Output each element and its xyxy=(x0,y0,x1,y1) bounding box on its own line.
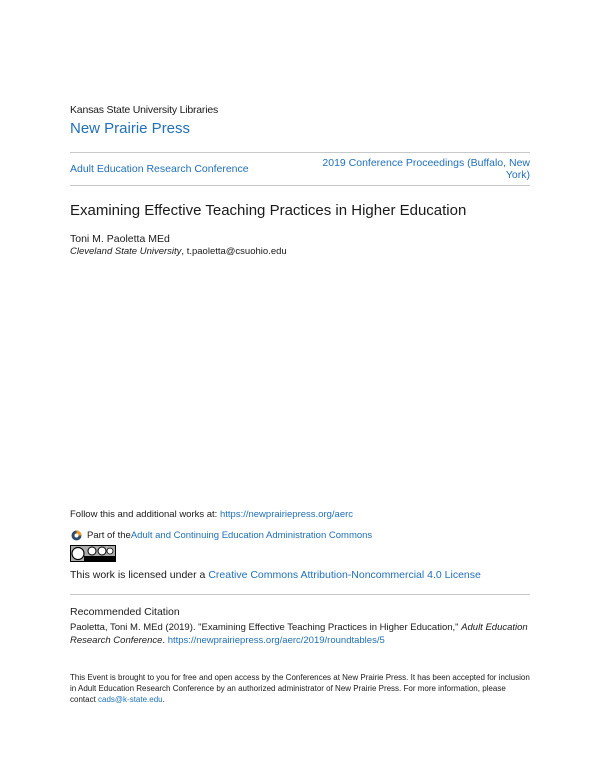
part-of-line xyxy=(70,529,372,542)
divider-citation xyxy=(70,594,530,595)
citation-link[interactable]: https://newprairiepress.org/aerc/2019/roundtables/5 xyxy=(167,634,385,646)
follow-link[interactable]: https://newprairiepress.org/aerc xyxy=(219,509,354,520)
footer-email-link[interactable]: cads@k-state.edu xyxy=(98,695,163,704)
cc-by-nc-badge[interactable] xyxy=(70,545,116,562)
part-of-prefix: Part of the xyxy=(87,530,131,541)
license-line xyxy=(70,569,481,581)
article-title: Examining Effective Teaching Practices in Higher Education xyxy=(70,202,467,219)
institution-name: Kansas State University Libraries xyxy=(70,104,219,116)
citation-text xyxy=(70,622,540,647)
author-affiliation xyxy=(70,246,287,257)
series-link-proceedings[interactable]: 2019 Conference Proceedings (Buffalo, New York) xyxy=(322,157,530,181)
footer-notice xyxy=(70,672,530,705)
author-email: t.paoletta@csuohio.edu xyxy=(186,246,287,257)
follow-prefix: Follow this and additional works at: xyxy=(70,509,220,520)
divider-top xyxy=(70,152,530,153)
citation-heading: Recommended Citation xyxy=(70,606,180,618)
license-link[interactable]: Creative Commons Attribution-Noncommercial 4.0 License xyxy=(208,569,481,581)
affiliation-name: Cleveland State University xyxy=(70,246,182,257)
footer-end: . xyxy=(162,695,165,704)
author-name: Toni M. Paoletta MEd xyxy=(70,233,170,245)
follow-line xyxy=(70,509,353,520)
series-link-conference[interactable]: Adult Education Research Conference xyxy=(70,163,249,175)
press-name[interactable]: New Prairie Press xyxy=(70,120,191,137)
divider-series xyxy=(70,185,530,186)
citation-before: Paoletta, Toni M. MEd (2019). "Examining Effective Teaching Practices in Higher Education," xyxy=(70,622,462,633)
license-prefix: This work is licensed under a xyxy=(70,569,209,581)
affiliation-separator: , xyxy=(181,246,187,257)
footer-text: This Event is brought to you for free and open access by the Conferences at New Prairie Press. It has been accepted for inclusion in Adult Education Research Conference by an authorized administrator of New Prairie Press. For more information, please contact xyxy=(70,673,530,704)
network-icon xyxy=(70,529,83,542)
part-of-link[interactable]: Adult and Continuing Education Administration Commons xyxy=(130,530,373,541)
citation-after: . xyxy=(162,634,168,646)
citation-journal: Adult Education Research Conference xyxy=(70,622,528,646)
